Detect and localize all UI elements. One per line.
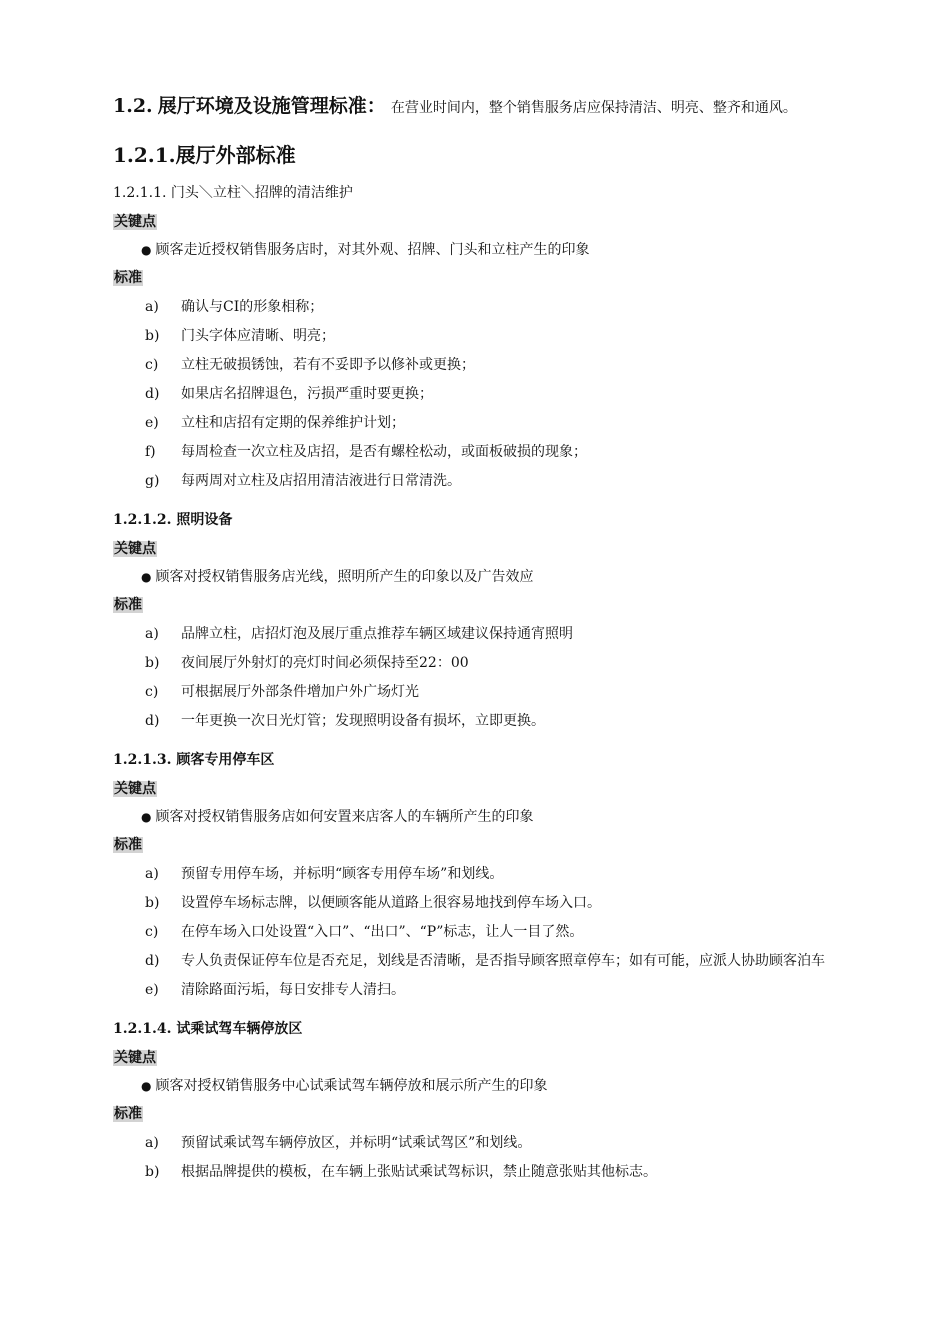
standard-items (113, 1129, 838, 1187)
standard-label (113, 834, 838, 856)
list-item-marker: d) (145, 713, 160, 729)
list-item-marker: a) (145, 626, 159, 642)
list-item (113, 976, 838, 1005)
standard-label (113, 594, 838, 616)
list-item (113, 293, 838, 322)
list-item-text: 预留试乘试驾车辆停放区，并标明“试乘试驾区”和划线。 (181, 1135, 532, 1151)
list-item (113, 438, 838, 467)
list-item-marker: c) (145, 924, 159, 940)
standard-items (113, 293, 838, 496)
list-item-text: 预留专用停车场，并标明“顾客专用停车场”和划线。 (181, 866, 504, 882)
key-point-label (113, 778, 838, 800)
list-item-marker: b) (145, 1164, 160, 1180)
key-point-bullet (113, 239, 838, 261)
list-item (113, 322, 838, 351)
list-item (113, 1158, 838, 1187)
list-item (113, 947, 838, 976)
list-item-text: 一年更换一次日光灯管；发现照明设备有损坏，立即更换。 (181, 713, 545, 729)
document-page (113, 95, 838, 1187)
list-item (113, 889, 838, 918)
list-item (113, 918, 838, 947)
standard-heading: 1.2.1.3. 顾客专用停车区 (113, 752, 275, 768)
list-item-text: 每两周对立柱及店招用清洁液进行日常清洗。 (181, 473, 461, 489)
key-point-label-text: 关键点 (114, 1050, 156, 1066)
list-item-marker: a) (145, 866, 159, 882)
list-item-text: 立柱和店招有定期的保养维护计划； (181, 415, 405, 431)
list-item-text: 每周检查一次立柱及店招，是否有螺栓松动，或面板破损的现象； (181, 444, 587, 460)
standard-label-text: 标准 (114, 1106, 142, 1122)
standard-heading: 1.2.1.2. 照明设备 (113, 512, 233, 528)
subsection-title: 1.2.1.展厅外部标准 (113, 143, 296, 167)
bullet-dot-icon: ● (141, 243, 152, 257)
list-item-marker: d) (145, 386, 160, 402)
list-item-marker: e) (145, 982, 159, 998)
key-point-text: 顾客对授权销售服务中心试乘试驾车辆停放和展示所产生的印象 (155, 1078, 548, 1094)
key-point-label-text: 关键点 (114, 781, 156, 797)
standard-label (113, 267, 838, 289)
standard-label-text: 标准 (114, 837, 142, 853)
list-item-marker: b) (145, 895, 160, 911)
list-item (113, 678, 838, 707)
section-title: 展厅环境及设施管理标准： (157, 95, 386, 117)
list-item-text: 可根据展厅外部条件增加户外广场灯光 (181, 684, 419, 700)
key-point-label (113, 538, 838, 560)
standard-label-text: 标准 (114, 270, 142, 286)
standard-heading: 1.2.1.4. 试乘试驾车辆停放区 (113, 1021, 303, 1037)
key-point-label (113, 1047, 838, 1069)
list-item (113, 351, 838, 380)
standard-items (113, 860, 838, 1005)
list-item-marker: a) (145, 1135, 159, 1151)
key-point-label-text: 关键点 (114, 541, 156, 557)
list-item-text: 设置停车场标志牌，以便顾客能从道路上很容易地找到停车场入口。 (181, 895, 601, 911)
key-point-bullet (113, 566, 838, 588)
standard-heading: 1.2.1.1. 门头＼立柱＼招牌的清洁维护 (113, 185, 353, 201)
list-item (113, 380, 838, 409)
list-item (113, 467, 838, 496)
list-item-text: 品牌立柱，店招灯泡及展厅重点推荐车辆区域建议保持通宵照明 (181, 626, 573, 642)
section-intro: 在营业时间内，整个销售服务店应保持清洁、明亮、整齐和通风。 (390, 100, 797, 116)
list-item-marker: c) (145, 684, 159, 700)
list-item (113, 649, 838, 678)
standard-items (113, 620, 838, 736)
key-point-label (113, 211, 838, 233)
standard-label (113, 1103, 838, 1125)
key-point-bullet (113, 1075, 838, 1097)
list-item (113, 409, 838, 438)
list-item-text: 如果店名招牌退色，污损严重时要更换； (181, 386, 433, 402)
list-item-text: 门头字体应清晰、明亮； (181, 328, 335, 344)
key-point-bullet (113, 806, 838, 828)
list-item-text: 清除路面污垢，每日安排专人清扫。 (181, 982, 405, 998)
bullet-dot-icon: ● (141, 1079, 152, 1093)
key-point-text: 顾客走近授权销售服务店时，对其外观、招牌、门头和立柱产生的印象 (155, 242, 590, 258)
list-item-text: 专人负责保证停车位是否充足，划线是否清晰，是否指导顾客照章停车；如有可能，应派人协助顾客泊车 (181, 953, 825, 969)
list-item-marker: f) (145, 444, 156, 460)
key-point-text: 顾客对授权销售服务店如何安置来店客人的车辆所产生的印象 (155, 809, 534, 825)
list-item-marker: d) (145, 953, 160, 969)
list-item-marker: b) (145, 655, 160, 671)
list-item-text: 根据品牌提供的模板，在车辆上张贴试乘试驾标识，禁止随意张贴其他标志。 (181, 1164, 657, 1180)
list-item-marker: c) (145, 357, 159, 373)
list-item-marker: g) (145, 473, 160, 489)
section-heading (113, 95, 838, 119)
key-point-label-text: 关键点 (114, 214, 156, 230)
key-point-text: 顾客对授权销售服务店光线，照明所产生的印象以及广告效应 (155, 569, 534, 585)
standards-list (113, 181, 838, 1187)
list-item-text: 确认与CI的形象相称； (181, 299, 324, 315)
list-item (113, 707, 838, 736)
list-item (113, 1129, 838, 1158)
list-item-marker: e) (145, 415, 159, 431)
bullet-dot-icon: ● (141, 570, 152, 584)
list-item-text: 立柱无破损锈蚀，若有不妥即予以修补或更换； (181, 357, 475, 373)
list-item-text: 在停车场入口处设置“入口”、“出口”、“P”标志，让人一目了然。 (181, 924, 584, 940)
list-item-marker: a) (145, 299, 159, 315)
list-item-text: 夜间展厅外射灯的亮灯时间必须保持至22：00 (181, 655, 469, 671)
list-item (113, 620, 838, 649)
standard-label-text: 标准 (114, 597, 142, 613)
list-item-marker: b) (145, 328, 160, 344)
bullet-dot-icon: ● (141, 810, 152, 824)
section-number: 1.2. (113, 95, 153, 117)
list-item (113, 860, 838, 889)
